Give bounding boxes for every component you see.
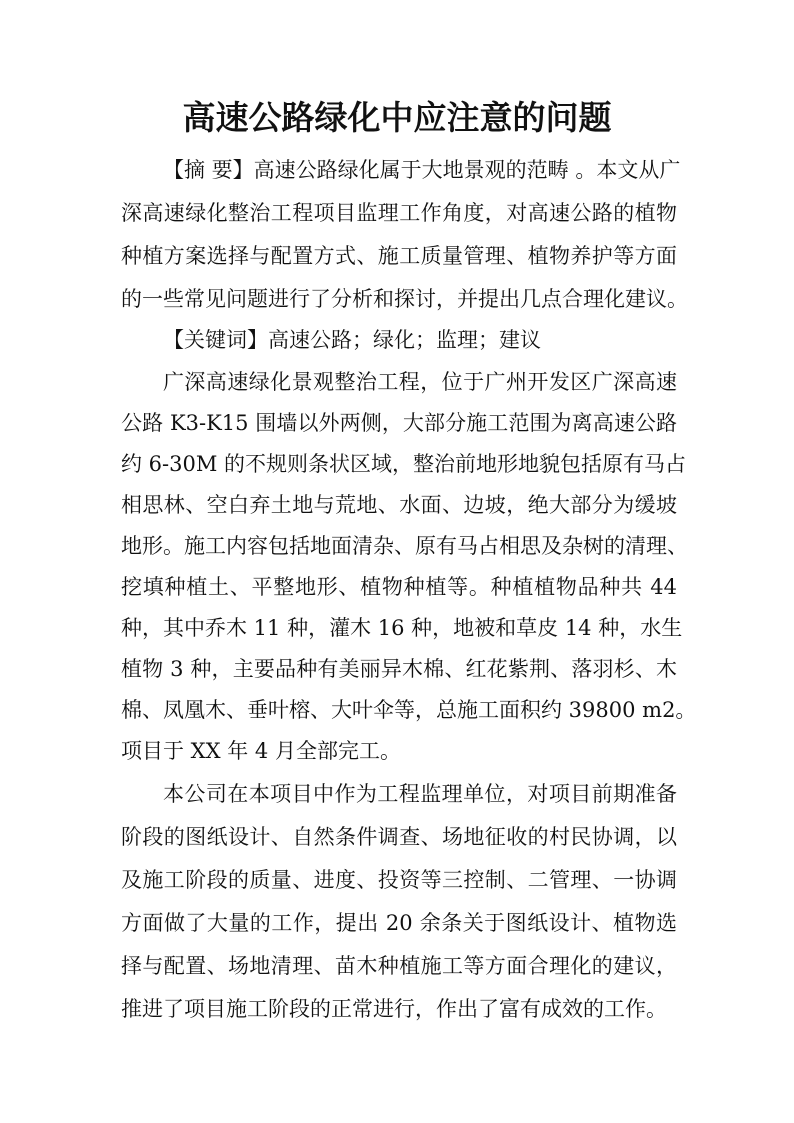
abstract-line: 的一些常见问题进行了分析和探讨，并提出几点合理化建议。 bbox=[121, 287, 688, 311]
abstract-line: 深高速绿化整治工程项目监理工作角度，对高速公路的植物 bbox=[121, 201, 677, 225]
paragraph-line: 推进了项目施工阶段的正常进行，作出了富有成效的工作。 bbox=[121, 997, 667, 1021]
abstract-line: 种植方案选择与配置方式、施工质量管理、植物养护等方面 bbox=[121, 244, 677, 268]
paragraph-line: 广深高速绿化景观整治工程，位于广州开发区广深高速 bbox=[163, 370, 677, 394]
paragraph-line: 方面做了大量的工作，提出 20 余条关于图纸设计、植物选 bbox=[121, 911, 677, 935]
paragraph-line: 公路 K3-K15 围墙以外两侧，大部分施工范围为离高速公路 bbox=[121, 411, 677, 435]
paragraph-line: 阶段的图纸设计、自然条件调查、场地征收的村民协调，以 bbox=[121, 825, 677, 849]
document-title: 高速公路绿化中应注意的问题 bbox=[182, 98, 612, 137]
paragraph-line: 挖填种植土、平整地形、植物种植等。种植植物品种共 44 bbox=[121, 575, 677, 599]
paragraph-line: 地形。施工内容包括地面清杂、原有马占相思及杂树的清理、 bbox=[121, 534, 688, 558]
paragraph-line: 植物 3 种，主要品种有美丽异木棉、红花紫荆、落羽杉、木 bbox=[121, 657, 677, 681]
abstract-line: 【摘 要】高速公路绿化属于大地景观的范畴 。本文从广 bbox=[163, 158, 681, 182]
paragraph-line: 约 6-30M 的不规则条状区域，整治前地形地貌包括原有马占 bbox=[121, 452, 687, 476]
paragraph-line: 及施工阶段的质量、进度、投资等三控制、二管理、一协调 bbox=[121, 868, 677, 892]
paragraph-line: 本公司在本项目中作为工程监理单位，对项目前期准备 bbox=[163, 782, 677, 806]
paragraph-line: 种，其中乔木 11 种，灌木 16 种，地被和草皮 14 种，水生 bbox=[121, 616, 683, 640]
paragraph-line: 择与配置、场地清理、苗木种植施工等方面合理化的建议， bbox=[121, 954, 677, 978]
paragraph-line: 项目于 XX 年 4 月全部完工。 bbox=[121, 739, 401, 763]
paragraph-line: 棉、凤凰木、垂叶榕、大叶伞等，总施工面积约 39800 m2。 bbox=[121, 698, 697, 722]
paragraph-line: 相思林、空白弃土地与荒地、水面、边坡，绝大部分为缓坡 bbox=[121, 493, 677, 517]
keywords-line: 【关键词】高速公路；绿化；监理；建议 bbox=[163, 328, 541, 352]
